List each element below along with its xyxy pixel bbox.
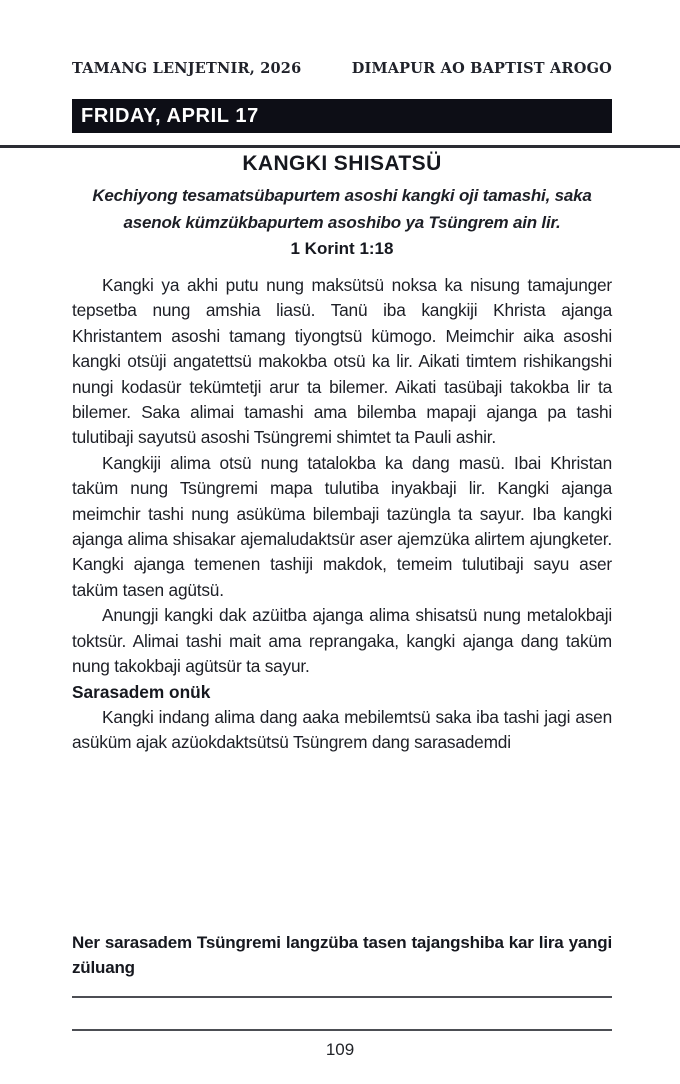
prayer-prompt: Ner sarasadem Tsüngremi langzüba tasen tajangshiba kar lira yangi züluang: [72, 933, 612, 977]
running-header: [72, 60, 612, 82]
header-rule: [0, 145, 680, 148]
scripture-verse: Kechiyong tesamatsübapurtem asoshi kangki oji tamashi, saka asenok kümzükbapurtem asoshibo ya Tsüngrem ain lir.: [92, 186, 592, 232]
section-subheading: Sarasadem onük: [72, 681, 211, 702]
devotional-body: [72, 273, 612, 756]
section-paragraph: Kangki indang alima dang aaka mebilemtsü saka iba tashi jagi asen asüküm ajak azüokdaktsütsü Tsüngrem dang sarasademdi: [72, 706, 612, 753]
writing-line-1: [72, 996, 612, 998]
header-right-title: DIMAPUR AO BAPTIST AROGO: [351, 60, 612, 77]
page-title: KANGKI SHISATSÜ: [242, 152, 442, 175]
date-banner-label: FRIDAY, APRIL 17: [81, 104, 259, 127]
writing-line-2: [72, 1029, 612, 1031]
date-banner: [72, 99, 612, 133]
body-paragraph-1: Kangki ya akhi putu nung maksütsü noksa ka nisung tamajunger tepsetba nung amshia liasü. Tanü iba kangkiji Khrista ajanga Khristantem asoshi tamang tiyongtsü kümogo. Meimchir aika asoshi kangki otsüji angatettsü makokba otsü ka lir. Aikati timtem rishikangshi nungi kodasür tekümtetji arur ta bilemer. Aikati tasübaji takokba lir ta bilemer. Saka alimai tamashi ama bilemba mapaji ajanga pa tashi tulutibaji sayutsü asoshi Tsüngremi shimtet ta Pauli ashir.: [72, 275, 612, 448]
body-paragraph-3: Anungji kangki dak azüitba ajanga alima shisatsü nung metalokbaji toktsür. Alimai tashi mait ama reprangaka, kangki ajanga dang taküm nung takokbaji agütsür ta sayur.: [72, 605, 612, 677]
page: [0, 60, 680, 756]
body-paragraph-2: Kangkiji alima otsü nung tatalokba ka dang masü. Ibai Khristan taküm nung Tsüngremi mapa tulutiba inyakbaji lir. Kangki ajanga meimchir tashi nung asüküma bilembaji tazüngla ta sayur. Iba kangki ajanga alima shisakar ajemaludaktsür aser ajemzüka alirtem ajungketer. Kangki ajanga temenen tashiji makdok, temeim tulutibaji sayu aser taküm tasen agütsü.: [72, 452, 612, 600]
scripture-reference: 1 Korint 1:18: [290, 239, 394, 258]
header-left-title: TAMANG LENJETNIR, 2026: [72, 60, 302, 77]
page-number: 109: [325, 1040, 355, 1059]
